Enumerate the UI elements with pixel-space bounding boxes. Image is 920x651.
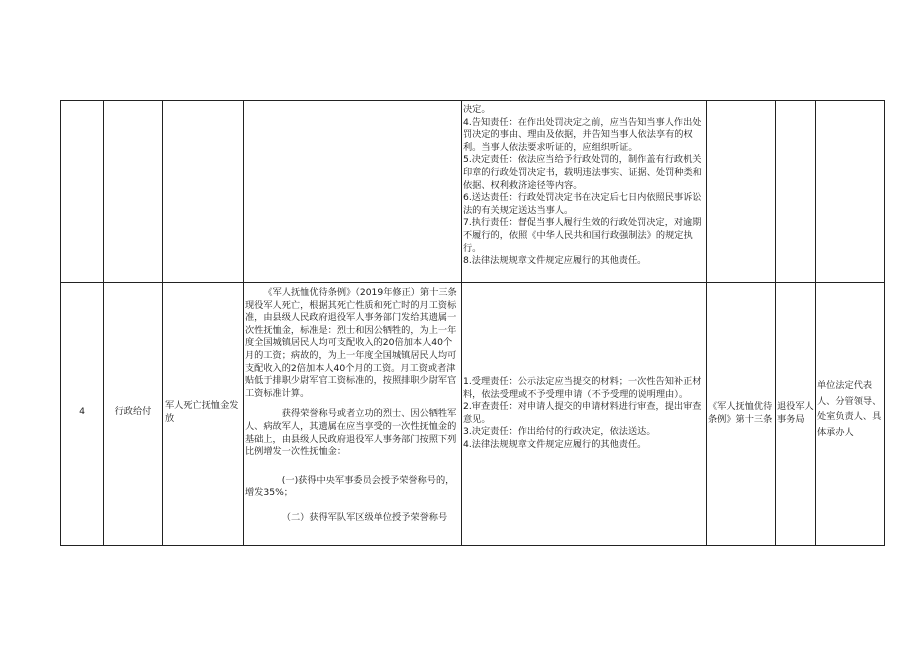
resp-line: 4.告知责任：在作出处罚决定之前，应当告知当事人作出处罚决定的事由、理由及依据，并告知当事人依法享有的权利。当事人依法要求听证的，应组织听证。: [463, 116, 702, 153]
row4-department: [777, 401, 814, 426]
basis-paragraph: 获得荣誉称号或者立功的烈士、因公牺牲军人、病故军人，其遗属在应当享受的一次性抚恤金的基础上，由县级人民政府退役军人事务部门按照下列比例增发一次性抚恤金：: [245, 408, 457, 458]
resp-line: 3.决定责任：作出给付的行政决定，依法送达。: [463, 426, 656, 438]
resp-line: 4.法律法规规章文件规定应履行的其他责任。: [463, 438, 647, 450]
col-border: [162, 100, 163, 546]
col-border: [706, 100, 707, 546]
basis-paragraph: （二）获得军队军区级单位授予荣誉称号: [281, 511, 448, 523]
col-border: [103, 100, 104, 546]
item-name: 军人死亡抚恤金发放: [165, 400, 239, 424]
row4-name: [165, 400, 241, 425]
department: 退役军人事务局: [777, 401, 814, 425]
resp-line: 决定。: [463, 104, 491, 115]
col-border: [243, 100, 244, 546]
row4-basis: [245, 287, 459, 543]
resp-line: 7.执行责任：督促当事人履行生效的行政处罚决定，对逾期不履行的，依照《中华人民共和国行政强制法》的规定执行。: [463, 217, 702, 254]
resp-line: 8.法律法规规章文件规定应履行的其他责任。: [463, 255, 647, 267]
col-border: [775, 100, 776, 546]
accountability-basis: 《军人抚恤优待条例》第十三条: [708, 401, 773, 425]
col-border: [461, 100, 462, 546]
row-number: 4: [79, 406, 85, 417]
resp-line: 5.决定责任：依法应当给予行政处罚的，制作盖有行政机关印章的行政处罚决定书，载明违法事实、证据、处罚种类和依据、权利救济途径等内容。: [463, 154, 702, 191]
basis-paragraph: 《军人抚恤优待条例》（2019年修正）第十三条现役军人死亡，根据其死亡性质和死亡时的月工资标准，由县级人民政府退役军人事务部门发给其遗属一次性抚恤金，标准是：烈士和因公牺牲的，为上一年度全国城镇居民人均可支配收入的20倍加本人40个月的工资；病故的，为上一年度全国城镇居民人均可支配收入的2倍加本人40个月的工资。月工资或者津贴低于排职少尉军官工资标准的，按照排职少尉军官工资标准计算。: [245, 287, 457, 399]
item-type: 行政给付: [114, 406, 152, 417]
col-border: [884, 100, 885, 546]
table-border-bottom: [60, 545, 884, 546]
row4-accountability-basis: [708, 401, 774, 426]
row4-type: [104, 406, 162, 419]
resp-line: 6.送达责任：行政处罚决定书在决定后七日内依照民事诉讼法的有关规定送达当事人。: [463, 192, 702, 216]
row4-responsibilities: [463, 376, 705, 452]
resp-line: 1.受理责任：公示法定应当提交的材料；一次性告知补正材料，依法受理或不予受理申请（不予受理的说明理由）。: [463, 376, 702, 400]
row4-number: [61, 406, 103, 419]
col-border: [60, 100, 61, 546]
resp-line: 2.审查责任：对申请人提交的申请材料进行审查，提出审查意见。: [463, 401, 702, 425]
row4-responsible-persons: [817, 378, 883, 440]
col-border: [815, 100, 816, 546]
responsible-persons: 单位法定代表人、分管领导、处室负责人、具体承办人: [817, 380, 882, 438]
table-border-top: [60, 100, 884, 101]
basis-paragraph: (一)获得中央军事委员会授予荣誉称号的，增发35%；: [245, 474, 455, 499]
row3-responsibilities: [463, 104, 705, 280]
row-divider: [60, 282, 884, 283]
